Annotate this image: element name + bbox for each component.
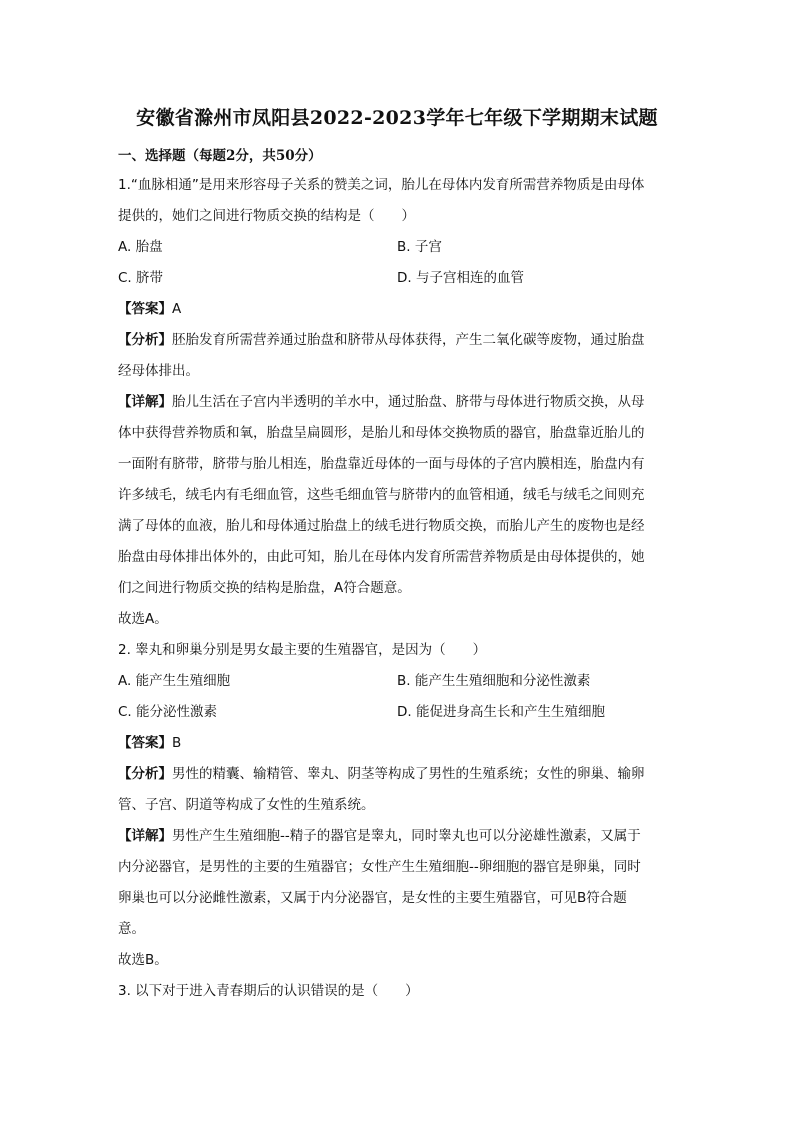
answer-value: A (172, 301, 182, 317)
option-c: C. 脐带 (118, 270, 164, 286)
detail-line: 内分泌器官，是男性的主要的生殖器官；女性产生生殖细胞--卵细胞的器官是卵巢，同时 (118, 859, 641, 875)
analysis-line (118, 759, 676, 790)
analysis-line: 管、子宫、阴道等构成了女性的生殖系统。 (118, 797, 375, 813)
question-stem-line: 1.“血脉相通”是用来形容母子关系的赞美之词，胎儿在母体内发育所需营养物质是由母体 (118, 177, 645, 193)
detail-line (118, 387, 676, 418)
answer-line (118, 728, 676, 759)
detail-tag: 【详解】 (118, 394, 172, 410)
detail-line: 卵巢也可以分泌雌性激素，又属于内分泌器官，是女性的主要生殖器官，可见B符合题 (118, 890, 627, 906)
question-1 (118, 170, 676, 635)
options-row (118, 263, 676, 294)
analysis-text: 男性的精囊、输精管、睾丸、阴茎等构成了男性的生殖系统；女性的卵巢、输卵 (172, 766, 645, 782)
answer-line (118, 294, 676, 325)
question-2 (118, 635, 676, 976)
page-title: 安徽省滁州市凤阳县2022-2023学年七年级下学期期末试题 (136, 107, 658, 129)
option-a: A. 能产生生殖细胞 (118, 673, 231, 689)
option-b: B. 子宫 (397, 239, 442, 255)
detail-line: 意。 (118, 921, 145, 937)
conclusion-line: 故选B。 (118, 952, 168, 968)
question-stem-line: 3. 以下对于进入青春期后的认识错误的是（ ） (118, 983, 419, 999)
analysis-tag: 【分析】 (118, 332, 172, 348)
detail-text: 男性产生生殖细胞--精子的器官是睾丸，同时睾丸也可以分泌雄性激素，又属于 (172, 828, 641, 844)
analysis-line: 经母体排出。 (118, 363, 199, 379)
detail-line: 体中获得营养物质和氧，胎盘呈扁圆形，是胎儿和母体交换物质的器官，胎盘靠近胎儿的 (118, 425, 645, 441)
question-stem-line: 提供的，她们之间进行物质交换的结构是（ ） (118, 208, 415, 224)
analysis-tag: 【分析】 (118, 766, 172, 782)
options-row (118, 232, 676, 263)
question-stem-line: 2. 睾丸和卵巢分别是男女最主要的生殖器官，是因为（ ） (118, 642, 487, 658)
answer-value: B (172, 735, 182, 751)
detail-line: 满了母体的血液，胎儿和母体通过胎盘上的绒毛进行物质交换，而胎儿产生的废物也是经 (118, 518, 645, 534)
detail-line (118, 821, 676, 852)
detail-line: 许多绒毛，绒毛内有毛细血管，这些毛细血管与脐带内的血管相通，绒毛与绒毛之间则充 (118, 487, 645, 503)
option-d: D. 与子宫相连的血管 (397, 270, 524, 286)
analysis-line (118, 325, 676, 356)
conclusion-line: 故选A。 (118, 611, 168, 627)
options-row (118, 666, 676, 697)
detail-text: 胎儿生活在子宫内半透明的羊水中，通过胎盘、脐带与母体进行物质交换，从母 (172, 394, 645, 410)
answer-tag: 【答案】 (118, 301, 172, 317)
question-3 (118, 976, 676, 1007)
detail-line: 胎盘由母体排出体外的，由此可知，胎儿在母体内发育所需营养物质是由母体提供的，她 (118, 549, 645, 565)
options-row (118, 697, 676, 728)
option-c: C. 能分泌性激素 (118, 704, 218, 720)
answer-tag: 【答案】 (118, 735, 172, 751)
detail-line: 一面附有脐带，脐带与胎儿相连，胎盘靠近母体的一面与母体的子宫内膜相连，胎盘内有 (118, 456, 645, 472)
option-a: A. 胎盘 (118, 239, 163, 255)
analysis-text: 胚胎发育所需营养通过胎盘和脐带从母体获得，产生二氧化碳等废物，通过胎盘 (172, 332, 645, 348)
detail-line: 们之间进行物质交换的结构是胎盘，A符合题意。 (118, 580, 411, 596)
option-b: B. 能产生生殖细胞和分泌性激素 (397, 673, 591, 689)
detail-tag: 【详解】 (118, 828, 172, 844)
section-heading: 一、选择题（每题2分，共50分） (118, 148, 322, 164)
option-d: D. 能促进身高生长和产生生殖细胞 (397, 704, 605, 720)
